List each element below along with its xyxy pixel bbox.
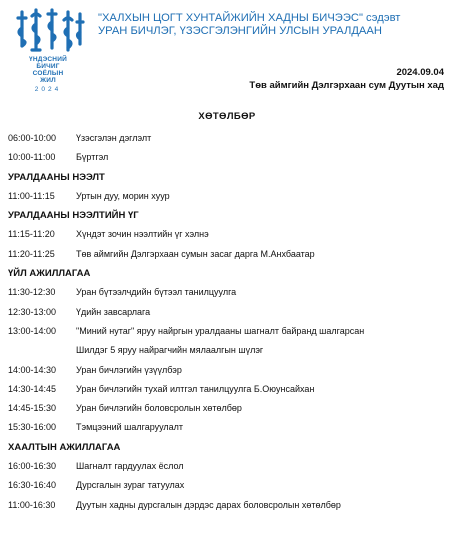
schedule-time: 15:30-16:00 xyxy=(8,422,57,433)
schedule-activity: Уртын дуу, морин хуур xyxy=(76,190,170,201)
event-title xyxy=(98,12,448,37)
schedule-time: 14:45-15:30 xyxy=(8,403,57,414)
schedule-activity: Уран бичлэгийн үзүүлбэр xyxy=(76,364,182,375)
schedule-activity: Дуутын хадны дурсгалын дэрдэс дарах боловсролын хөтөлбөр xyxy=(76,499,341,510)
schedule-row xyxy=(8,500,448,519)
schedule-section-heading xyxy=(8,172,448,191)
schedule-activity: Үдийн завсарлага xyxy=(76,306,151,317)
schedule-row xyxy=(8,326,448,345)
schedule-list xyxy=(8,133,448,519)
schedule-row xyxy=(8,191,448,210)
section-heading-text: ҮЙЛ АЖИЛЛАГАА xyxy=(8,268,91,280)
schedule-time: 11:20-11:25 xyxy=(8,248,55,259)
schedule-row xyxy=(8,152,448,171)
schedule-row xyxy=(8,422,448,441)
logo-line-3: СОЁЛЫН xyxy=(32,70,64,77)
schedule-time: 11:15-11:20 xyxy=(8,229,55,240)
schedule-activity: Хүндэт зочин нээлтийн үг хэлнэ xyxy=(76,229,209,240)
schedule-section-heading xyxy=(8,268,448,287)
schedule-activity: Төв аймгийн Дэлгэрхаан сумын засаг дарга М.Анхбаатар xyxy=(76,248,315,259)
event-location: Төв аймгийн Дэлгэрхаан сум Дуутын хад xyxy=(249,80,444,91)
section-heading-text: УРАЛДААНЫ НЭЭЛТ xyxy=(8,171,105,183)
section-heading-text: УРАЛДААНЫ НЭЭЛТИЙН ҮГ xyxy=(8,210,139,222)
schedule-activity: Уран бичлэгийн тухай илтгэл танилцуулга Б.Оюунсайхан xyxy=(76,383,315,394)
section-heading-text: ХААЛТЫН АЖИЛЛАГАА xyxy=(8,441,121,453)
schedule-time: 14:00-14:30 xyxy=(8,364,57,375)
schedule-section-heading xyxy=(8,210,448,229)
schedule-section-heading xyxy=(8,442,448,461)
schedule-time: 14:30-14:45 xyxy=(8,383,57,394)
schedule-row xyxy=(8,249,448,268)
event-title-line-2: УРАН БИЧЛЭГ, ҮЗЭСГЭЛЭНГИЙН УЛСЫН УРАЛДААН xyxy=(98,24,382,37)
event-date: 2024.09.04 xyxy=(396,67,444,78)
schedule-activity: Тэмцээний шалгаруулалт xyxy=(76,422,184,433)
logo-line-2: БИЧИГ xyxy=(36,63,60,70)
schedule-row xyxy=(8,287,448,306)
schedule-time: 13:00-14:00 xyxy=(8,325,57,336)
schedule-activity: Үзэсгэлэн дэглэлт xyxy=(76,133,152,143)
schedule-activity: Уран бичлэгийн боловсролын хөтөлбөр xyxy=(76,403,242,414)
schedule-activity: Бүртгэл xyxy=(76,152,109,163)
schedule-row xyxy=(8,307,448,326)
schedule-activity: Дурсгалын зураг татуулах xyxy=(76,480,185,491)
schedule-row xyxy=(8,133,448,152)
schedule-time: 16:00-16:30 xyxy=(8,461,57,472)
schedule-row xyxy=(8,461,448,480)
event-title-line-1: "ХАЛХЫН ЦОГТ ХУНТАЙЖИЙН ХАДНЫ БИЧЭЭС" сэдэвт xyxy=(98,12,401,24)
schedule-time: 11:00-11:15 xyxy=(8,190,55,201)
schedule-time: 11:30-12:30 xyxy=(8,287,56,298)
schedule-activity: Шагналт гардуулах ёслол xyxy=(76,461,184,472)
schedule-row xyxy=(8,384,448,403)
page-header xyxy=(0,0,454,100)
program-title: ХӨТӨЛБӨР xyxy=(198,111,256,122)
schedule-time: 11:00-16:30 xyxy=(8,499,56,510)
schedule-activity: "Миний нутаг" яруу найргын уралдааны шагналт байранд шалгарсан xyxy=(76,325,365,336)
schedule-row xyxy=(8,365,448,384)
logo-year: 2024 xyxy=(34,86,62,93)
logo-line-4: ЖИЛ xyxy=(40,77,56,84)
schedule-time: 10:00-11:00 xyxy=(8,152,56,163)
schedule-row xyxy=(8,403,448,422)
schedule-time: 12:30-13:00 xyxy=(8,306,57,317)
schedule-row xyxy=(8,480,448,499)
schedule-row xyxy=(8,345,448,364)
schedule-activity: Шилдэг 5 яруу найрагчийн мялаалгын шүлэг xyxy=(76,345,264,356)
schedule-time: 06:00-10:00 xyxy=(8,133,57,143)
schedule-activity: Уран бүтээлчдийн бүтээл танилцуулга xyxy=(76,287,237,298)
logo-line-1: ҮНДЭСНИЙ xyxy=(29,56,67,63)
schedule-time: 16:30-16:40 xyxy=(8,480,57,491)
schedule-row xyxy=(8,229,448,248)
